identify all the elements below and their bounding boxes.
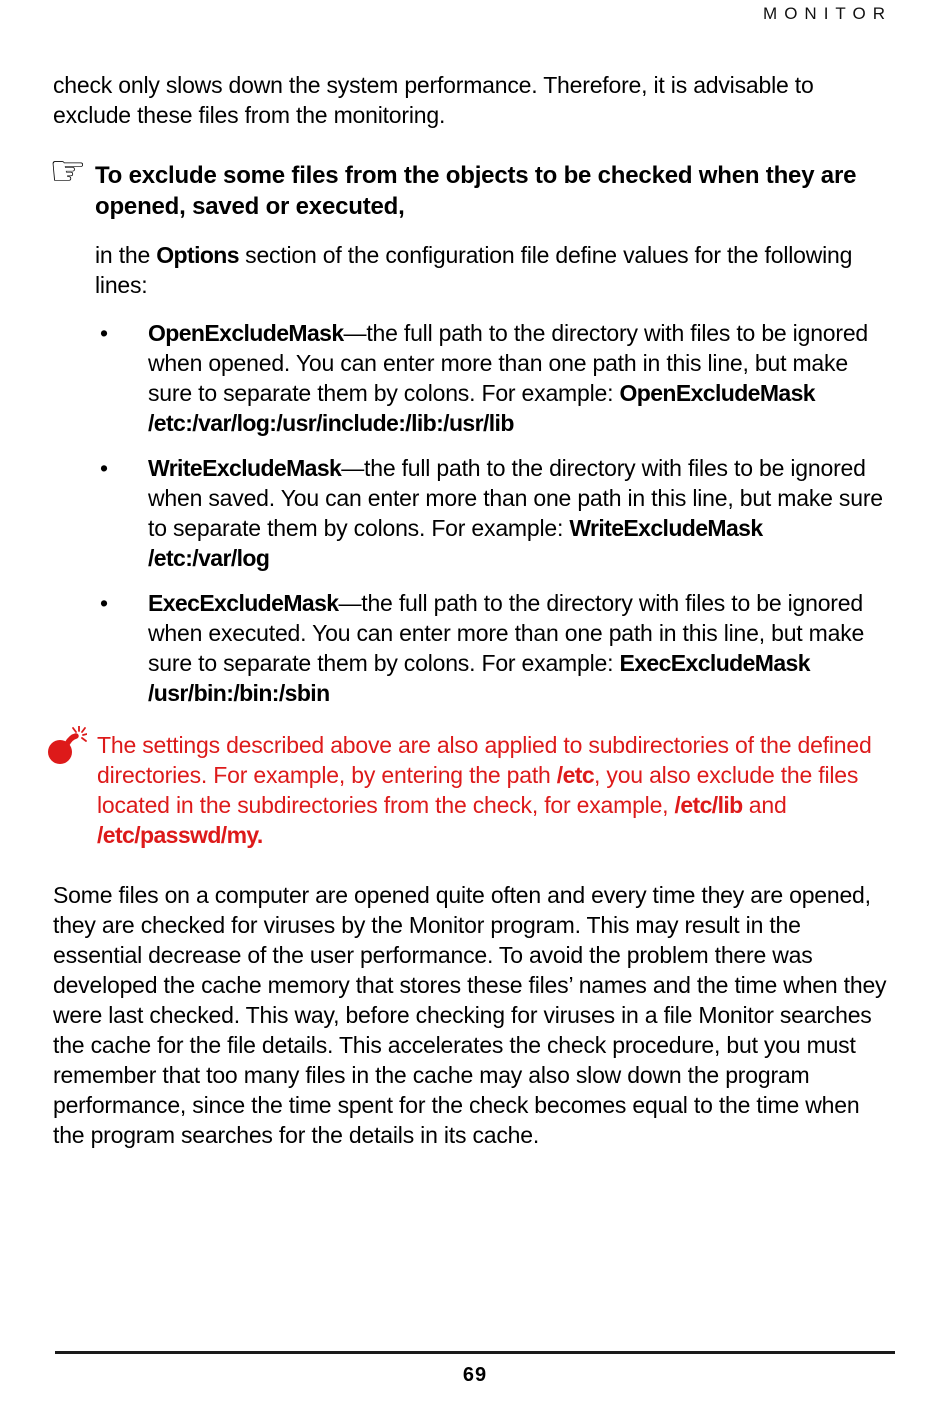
pointing-hand-icon: ☞	[49, 146, 87, 195]
page-footer	[0, 1351, 950, 1411]
intro-paragraph: check only slows down the system performance. Therefore, it is advisable to exclude these files from the monitoring.	[53, 72, 814, 128]
procedure-heading: To exclude some files from the objects to be checked when they are opened, saved or executed,	[95, 162, 857, 220]
option-term: WriteExcludeMask	[148, 455, 342, 481]
note-path: /etc/passwd/my.	[97, 822, 263, 848]
list-item-exec-exclude-mask	[53, 588, 888, 708]
option-description: —the full path to the directory with files to be ignored when executed. You can enter more than one path in this line, but make sure to separate them by colons. For example:	[148, 590, 865, 676]
option-description: —the full path to the directory with files to be ignored when saved. You can enter more than one path in this line, but make sure to separate them by colons. For example:	[148, 455, 883, 541]
note-segment: The settings described above are also applied to subdirectories of the defined directories. For example, by entering the path	[97, 732, 872, 788]
procedure-intro	[95, 240, 887, 300]
list-item-open-exclude-mask	[53, 318, 888, 438]
footer-rule	[55, 1351, 895, 1354]
procedure-intro-text: section of the configuration file define values for the following lines:	[95, 242, 853, 298]
note-text	[97, 730, 888, 850]
page-header	[0, 0, 950, 24]
option-example: WriteExcludeMask /etc:/var/log	[148, 515, 763, 571]
option-description: —the full path to the directory with files to be ignored when opened. You can enter more than one path in this line, but make sure to separate them by colons. For example:	[148, 320, 869, 406]
page-content	[0, 24, 950, 1150]
page-number: 69	[462, 1364, 488, 1386]
bomb-icon	[47, 726, 87, 771]
option-example: OpenExcludeMask /etc:/var/log:/usr/include:/lib:/usr/lib	[148, 380, 816, 436]
option-example: ExecExcludeMask /usr/bin:/bin:/sbin	[148, 650, 810, 706]
warning-note	[53, 730, 888, 850]
note-path: /etc	[556, 762, 595, 788]
procedure-section	[49, 146, 888, 222]
list-item-write-exclude-mask	[53, 453, 888, 573]
cache-paragraph: Some files on a computer are opened quite often and every time they are opened, they are checked for viruses by the Monitor program. This may result in the essential decrease of the user performance. To avoid the problem there was developed the cache memory that stores these files’ names and the time when they were last checked. This way, before checking for viruses in a file Monitor searches the cache for the file details. This accelerates the check procedure, but you must remember that too many files in the cache may also slow down the program performance, since the time spent for the check becomes equal to the time when the program searches for the details in its cache.	[53, 882, 887, 1148]
option-term: ExecExcludeMask	[148, 590, 339, 616]
note-segment: , you also exclude the files located in the subdirectories from the check, for example,	[97, 762, 859, 818]
running-title: MONITOR	[763, 4, 892, 23]
options-keyword: Options	[156, 242, 239, 268]
options-list	[53, 318, 888, 708]
option-term: OpenExcludeMask	[148, 320, 344, 346]
note-path: /etc/lib	[674, 792, 743, 818]
note-segment: and	[742, 792, 787, 818]
procedure-intro-text: in the	[95, 242, 157, 268]
